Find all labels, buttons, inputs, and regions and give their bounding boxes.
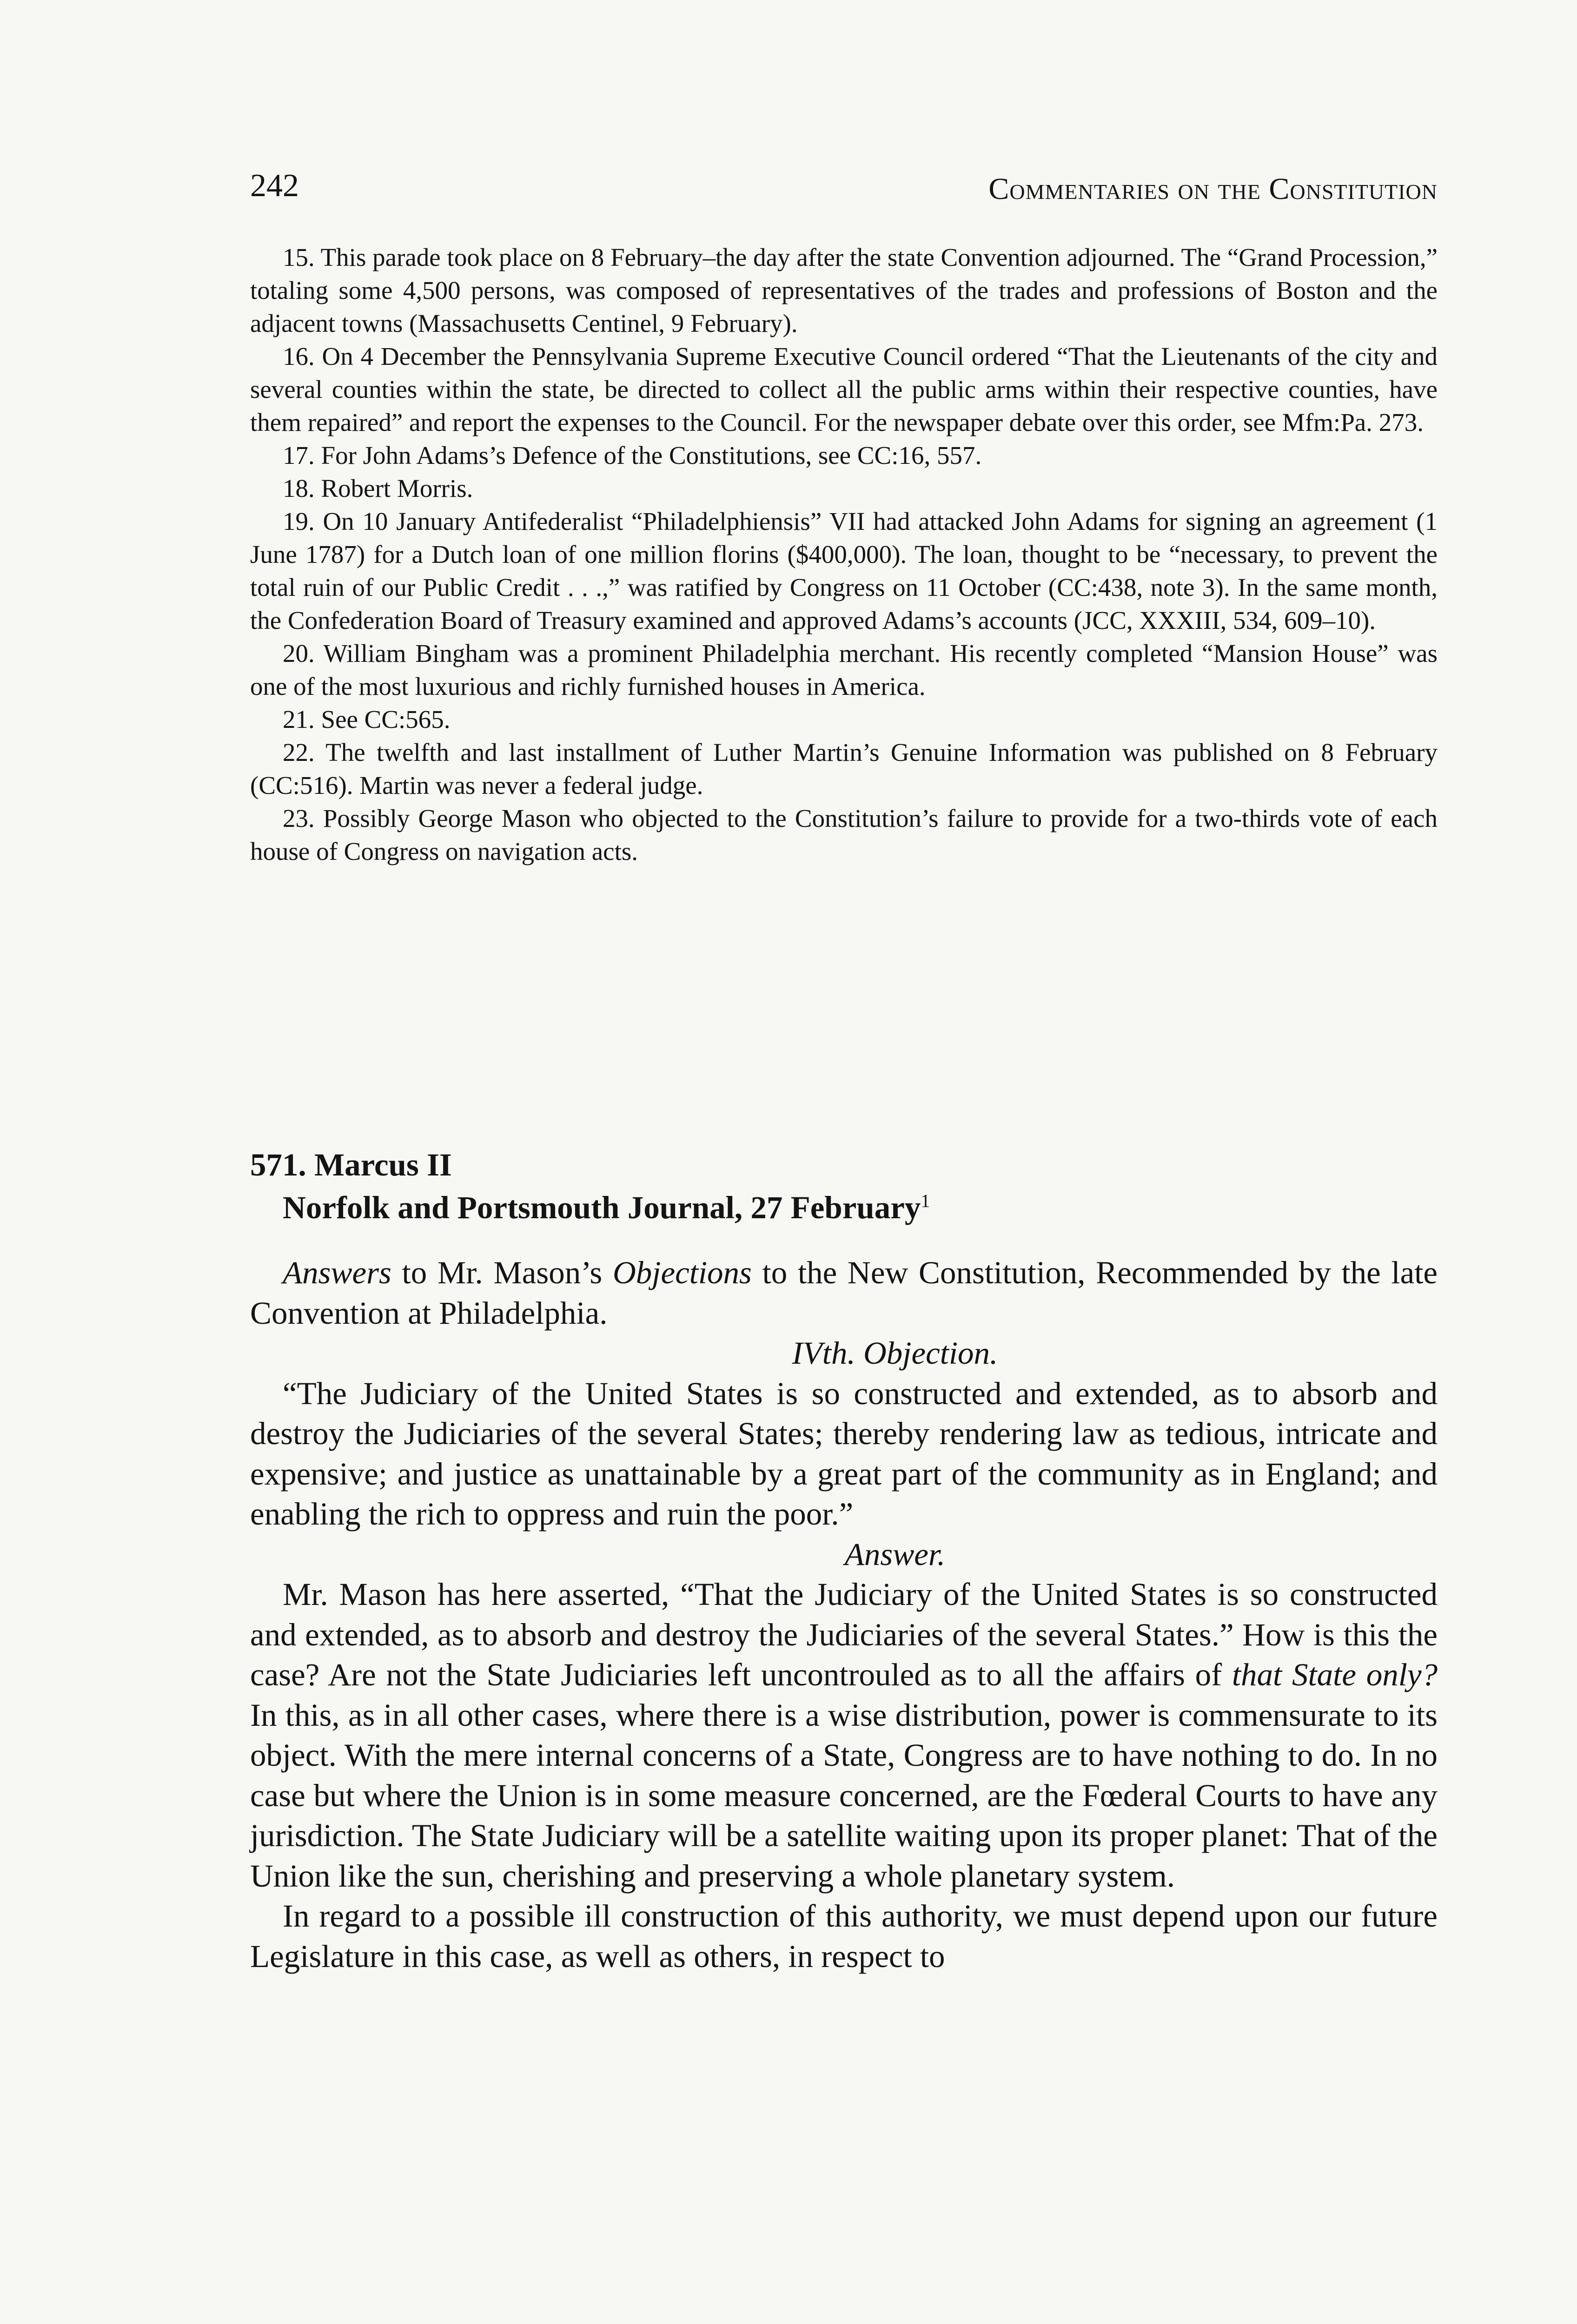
note-18: 18. Robert Morris. — [283, 474, 473, 502]
document-heading — [250, 1143, 1438, 1229]
answer-paragraph-2: In regard to a possible ill construction of this authority, we must depend upon our future Legislature in this case, as well as others, in respect to — [250, 1898, 1438, 1974]
note-21: 21. See CC:565. — [283, 705, 451, 733]
intro-paragraph — [250, 1253, 1438, 1333]
document-number-title: 571. Marcus II — [250, 1147, 452, 1182]
intro-text-1: to Mr. Mason’s — [391, 1255, 613, 1290]
note-20: 20. William Bingham was a prominent Philadelphia merchant. His recently completed “Mansion House” was one of the most luxurious and richly furnished houses in America. — [250, 639, 1438, 700]
source-note-marker: 1 — [921, 1190, 930, 1211]
answer-1-italic: that State only? — [1232, 1657, 1438, 1692]
intro-answers: Answers — [283, 1255, 391, 1290]
answer-heading: Answer. — [844, 1536, 946, 1572]
page-number: 242 — [250, 168, 299, 204]
answer-1-text-b: In this, as in all other cases, where there is a wise distribution, power is commensurate to its object. With the mere internal concerns of a State, Congress are to have nothing to do. In no case but where the Union is in some measure concerned, are the Fœderal Courts to have any jurisdiction. The State Judiciary will be a satellite waiting upon its proper planet: That of the Union like the sun, cherishing and preserving a whole planetary system. — [250, 1697, 1438, 1894]
note-16: 16. On 4 December the Pennsylvania Supreme Executive Council ordered “That the Lieutenants of the city and several counties within the state, be directed to collect all the public arms within their respective counties, have them repaired” and report the expenses to the Council. For the newspaper debate over this order, see Mfm:Pa. 273. — [250, 342, 1438, 436]
running-title: Commentaries on the Constitution — [988, 172, 1438, 206]
note-17: 17. For John Adams’s Defence of the Constitutions, see CC:16, 557. — [283, 441, 982, 469]
intro-text-2: to the New Constitution, Recommended by the late Convention at Philadelphia. — [250, 1255, 1438, 1331]
objection-paragraph: “The Judiciary of the United States is so constructed and extended, as to absorb and destroy the Judiciaries of the several States; thereby rendering law as tedious, intricate and expensive; and justice as unattainable by a great part of the community as in England; and enabling the rich to oppress and ruin the poor.” — [250, 1375, 1438, 1532]
answer-1-text-a: Mr. Mason has here asserted, “That the Judiciary of the United States is so constructed and extended, as to absorb and destroy the Judiciaries of the several States.” How is this the case? Are not the State Judiciaries left uncontrouled as to all the affairs of — [250, 1577, 1438, 1692]
note-23: 23. Possibly George Mason who objected to the Constitution’s failure to provide for a two-thirds vote of each house of Congress on navigation acts. — [250, 804, 1438, 865]
page-header — [250, 163, 1438, 214]
answer-paragraph-1 — [250, 1574, 1438, 1896]
document-source-text: Norfolk and Portsmouth Journal, 27 February — [283, 1190, 921, 1225]
document-source — [283, 1186, 1438, 1229]
intro-objections: Objections — [612, 1255, 752, 1290]
document-body — [250, 1253, 1438, 1976]
note-22: 22. The twelfth and last installment of Luther Martin’s Genuine Information was published on 8 February (CC:516). Martin was never a federal judge. — [250, 738, 1438, 799]
endnotes — [250, 241, 1438, 868]
objection-heading: IVth. Objection. — [792, 1335, 998, 1371]
note-15: 15. This parade took place on 8 February–the day after the state Convention adjourned. The “Grand Procession,” totaling some 4,500 persons, was composed of representatives of the trades and professions of Boston and the adjacent towns (Massachusetts Centinel, 9 February). — [250, 243, 1438, 337]
note-19: 19. On 10 January Antifederalist “Philadelphiensis” VII had attacked John Adams for signing an agreement (1 June 1787) for a Dutch loan of one million florins ($400,000). The loan, thought to be “necessary, to prevent the total ruin of our Public Credit . . .,” was ratified by Congress on 11 October (CC:438, note 3). In the same month, the Confederation Board of Treasury examined and approved Adams’s accounts (JCC, XXXIII, 534, 609–10). — [250, 507, 1438, 634]
